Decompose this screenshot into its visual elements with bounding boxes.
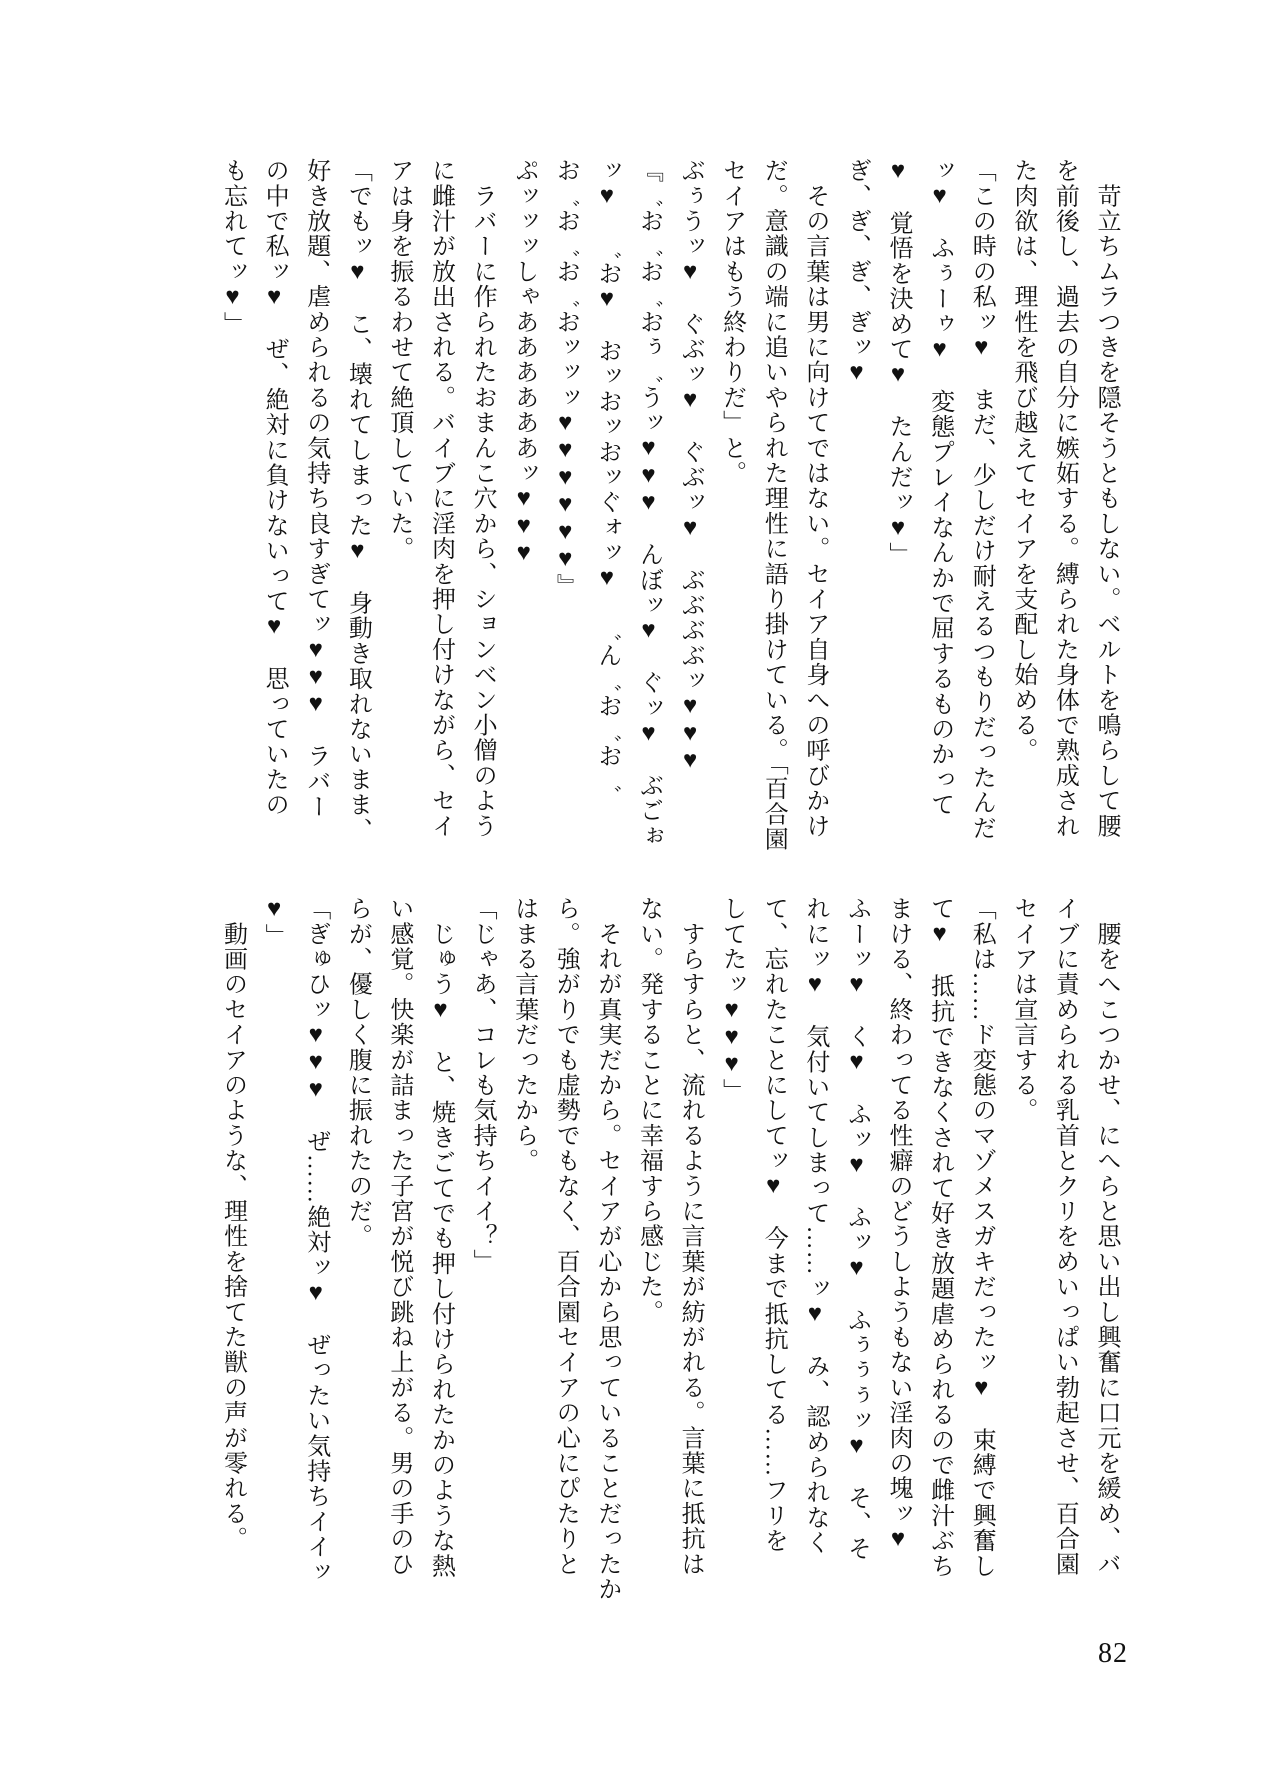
text-column: すらすらと、流れるように言葉が紡がれる。言葉に抵抗は [677, 896, 704, 1577]
text-column: その言葉は男に向けてではない。セイア自身への呼びかけ [801, 158, 828, 839]
text-column: 「私は……ド変態のマゾメスガキだったッ♥ 束縛で興奮し [968, 896, 995, 1579]
text-column: 腰をへこつかせ、にへらと思い出し興奮に口元を緩め、バ [1093, 896, 1119, 1577]
text-column: ぶぅうッ♥ ぐぶッ♥ ぐぶッ♥ ぶぶぶぶッ♥♥♥ [677, 158, 704, 775]
text-column: 『゛お゛お゛おぅ゛うッ♥♥♥ んぼッ♥ ぐッ♥ ぶごぉ [635, 158, 662, 849]
text-column: セイアは宣言する。 [1009, 896, 1036, 1123]
text-column: 苛立ちムラつきを隠そうともしない。ベルトを鳴らして腰 [1093, 158, 1119, 839]
text-column: ッ♥ ゛お♥ おッおッおッぐォッ♥ ゛ん゛お゛お゛ [593, 158, 620, 794]
text-column: 「この時の私ッ♥ まだ、少しだけ耐えるつもりだったんだ [968, 158, 995, 841]
text-column: の中で私ッ♥ ぜ、絶対に負けないって♥ 思っていたの [261, 158, 288, 818]
text-column: まける、終わってる性癖のどうしようもない淫肉の塊ッ♥ [885, 896, 912, 1554]
text-column: ッ♥ ふぅーゥ♥ 変態プレイなんかで屈するものかって [926, 158, 953, 818]
text-column: してたッ♥♥♥」 [718, 896, 745, 1104]
text-column: ♥ 覚悟を決めて♥ たんだッ♥」 [885, 158, 912, 568]
text-column: らが、優しく腹に振れたのだ。 [344, 896, 371, 1249]
text-tier-top [211, 158, 1126, 850]
text-column: ♥」 [261, 896, 288, 949]
text-column: を前後し、過去の自分に嫉妬する。縛られた身体で熟成され [1051, 158, 1078, 839]
text-column: ラバーに作られたおまんこ穴から、ションベン小僧のよう [469, 158, 496, 839]
text-column: 「じゃあ、コレも気持ちイイ？」 [469, 896, 496, 1274]
page-number: 82 [1098, 1638, 1128, 1669]
text-column: アは身を振るわせて絶頂していた。 [385, 158, 412, 562]
text-column: ぷッッッしゃああああああッ♥♥♥ [510, 158, 537, 568]
text-column: も忘れてッ♥」 [219, 158, 246, 337]
text-tier-bottom [211, 896, 1126, 1602]
text-column: に雌汁が放出される。バイブに淫肉を押し付けながら、セイ [427, 158, 454, 839]
text-column: た肉欲は、理性を飛び越えてセイアを支配し始める。 [1009, 158, 1036, 763]
text-column: て♥ 抵抗できなくされて好き放題虐められるので雌汁ぶち [926, 896, 953, 1579]
text-column: ふーッ♥ く♥ ふッ♥ ふッ♥ ふぅぅぅッ♥ そ、そ [843, 896, 870, 1562]
text-column: ない。発することに幸福すら感じた。 [635, 896, 662, 1325]
text-column: ら。強がりでも虚勢でもなく、百合園セイアの心にぴたりと [552, 896, 579, 1577]
text-column: それが真実だから。セイアが心から思っていることだったか [593, 896, 620, 1602]
text-column: じゅう♥ と、焼きごてでも押し付けられたかのような熱 [427, 896, 454, 1579]
text-column: はまる言葉だったから。 [510, 896, 537, 1174]
text-column: ぎ、ぎ、ぎ、ぎッ♥ [843, 158, 870, 387]
text-column: お゛お゛お゛おッッッ♥♥♥♥♥♥』 [552, 158, 579, 599]
text-column: て、忘れたことにしてッ♥ 今まで抵抗してる……フリを [760, 896, 787, 1554]
text-column: 動画のセイアのような、理性を捨てた獣の声が零れる。 [219, 896, 246, 1552]
text-column: 「でもッ♥ こ、壊れてしまった♥ 身動き取れないまま、 [344, 158, 371, 843]
text-column: セイアはもう終わりだ」と。 [718, 158, 745, 486]
text-column: れにッ♥ 気付いてしまって……ッ♥ み、認められなく [801, 896, 828, 1556]
text-column: い感覚。快楽が詰まった子宮が悦び跳ね上がる。男の手のひ [385, 896, 412, 1577]
text-column: イブに責められる乳首とクリをめいっぱい勃起させ、百合園 [1051, 896, 1078, 1577]
text-column: 「ぎゅひッ♥♥♥ ぜ……絶対ッ♥ ぜったい気持ちイイッ [302, 896, 329, 1585]
text-column: 好き放題、虐められるの気持ち良すぎてッ♥♥♥ ラバー [302, 158, 329, 820]
text-column: だ。意識の端に追いやられた理性に語り掛けている。「百合園 [760, 158, 787, 852]
